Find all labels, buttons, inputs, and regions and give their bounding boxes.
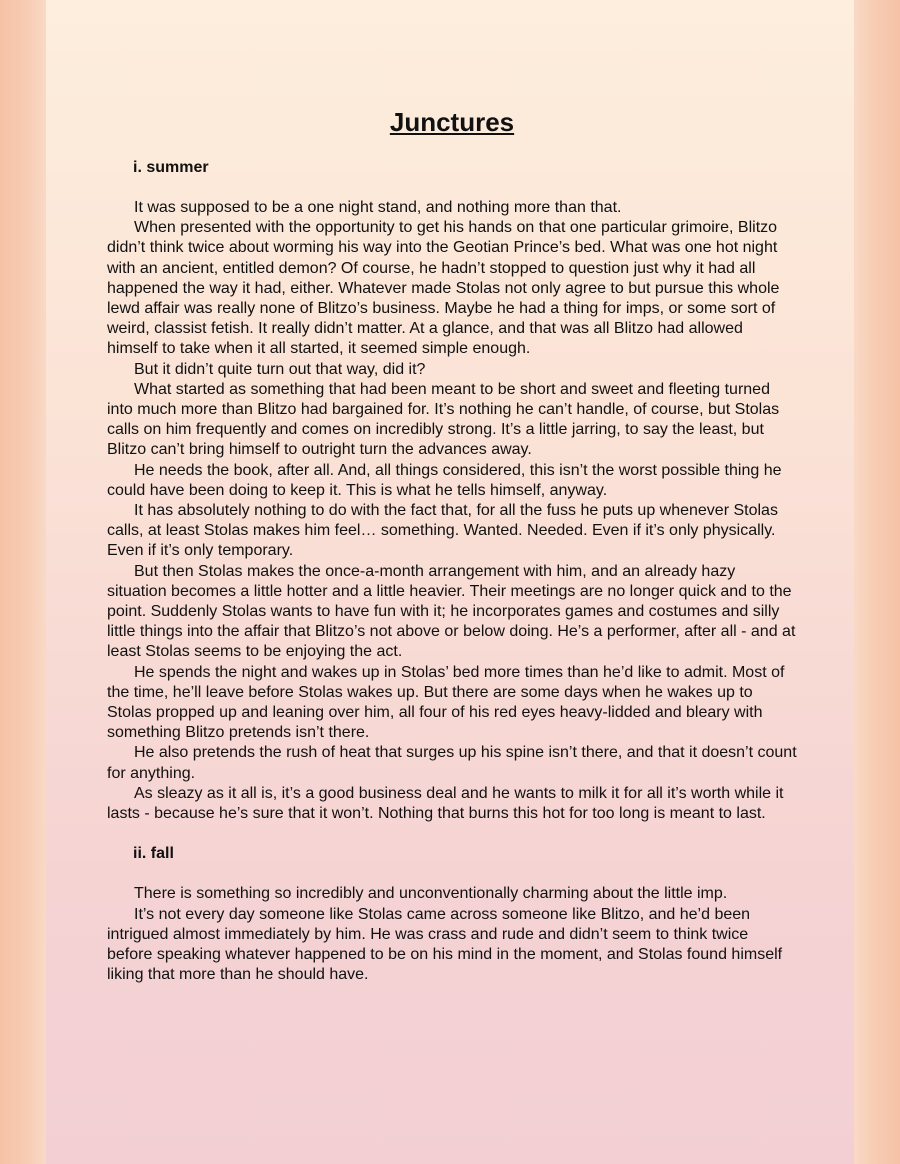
paragraph: But then Stolas makes the once-a-month arrangement with him, and an already hazy situation becomes a little hotter and a little heavier. Their meetings are no longer quick and to the point. Suddenly Stolas wants to have fun with it; he incorporates games and costumes and silly little things into the affair that Blitzo’s not above or below doing. He’s a performer, after all - and at least Stolas seems to be enjoying the act. — [107, 562, 796, 661]
section-summer — [107, 158, 797, 824]
right-margin-band — [854, 0, 900, 1164]
paragraph: He needs the book, after all. And, all things considered, this isn’t the worst possible thing he could have been doing to keep it. This is what he tells himself, anyway. — [107, 461, 782, 499]
paragraph: When presented with the opportunity to get his hands on that one particular grimoire, Blitzo didn’t think twice about worming his way into the Geotian Prince’s bed. What was one hot night with an ancient, entitled demon? Of course, he hadn’t stopped to question just why it had all happened the way it had, either. Whatever made Stolas not only agree to but pursue this whole lewd affair was really none of Blitzo’s business. Maybe he had a thing for imps, or some sort of weird, classist fetish. It really didn’t matter. At a glance, and that was all Blitzo had allowed himself to take when it all started, it seemed simple enough. — [107, 219, 780, 358]
paragraph: As sleazy as it all is, it’s a good business deal and he wants to milk it for all it’s worth while it lasts - because he’s sure that it won’t. Nothing that burns this hot for too long is meant to last. — [107, 784, 784, 823]
section-fall — [107, 844, 797, 985]
left-margin-band — [0, 0, 46, 1164]
paragraph: There is something so incredibly and unconventionally charming about the little imp. — [134, 885, 728, 903]
section-heading: i. summer — [133, 159, 209, 176]
paragraph: It was supposed to be a one night stand, and nothing more than that. — [134, 199, 622, 216]
section-heading: ii. fall — [133, 845, 174, 863]
section-spacer — [107, 824, 797, 844]
paragraph: What started as something that had been meant to be short and sweet and fleeting turned into much more than Blitzo had bargained for. It’s nothing he can’t handle, of course, but Stolas calls on him frequently and comes on incredibly strong. It’s a little jarring, to say the least, but Blitzo can’t bring himself to outright turn the advances away. — [107, 380, 780, 459]
paragraph: But it didn’t quite turn out that way, did it? — [134, 360, 426, 378]
paragraph: He also pretends the rush of heat that surges up his spine isn’t there, and that it doesn’t count for anything. — [107, 744, 797, 782]
paragraph: It’s not every day someone like Stolas came across someone like Blitzo, and he’d been intrigued almost immediately by him. He was crass and rude and didn’t seem to think twice before speaking whatever happened to be on his mind in the moment, and Stolas found himself liking that more than he should have. — [107, 905, 783, 984]
paragraph: He spends the night and wakes up in Stolas’ bed more times than he’d like to admit. Most of the time, he’ll leave before Stolas wakes up. But there are some days when he wakes up to Stolas propped up and leaning over him, all four of his red eyes heavy-lidded and bleary with something Blitzo pretends isn’t there. — [107, 663, 785, 742]
document-title: Junctures — [389, 107, 515, 137]
paragraph: It has absolutely nothing to do with the fact that, for all the fuss he puts up whenever Stolas calls, at least Stolas makes him feel… something. Wanted. Needed. Even if it’s only physically. Even if it’s only temporary. — [107, 502, 778, 560]
document-body — [107, 104, 797, 985]
